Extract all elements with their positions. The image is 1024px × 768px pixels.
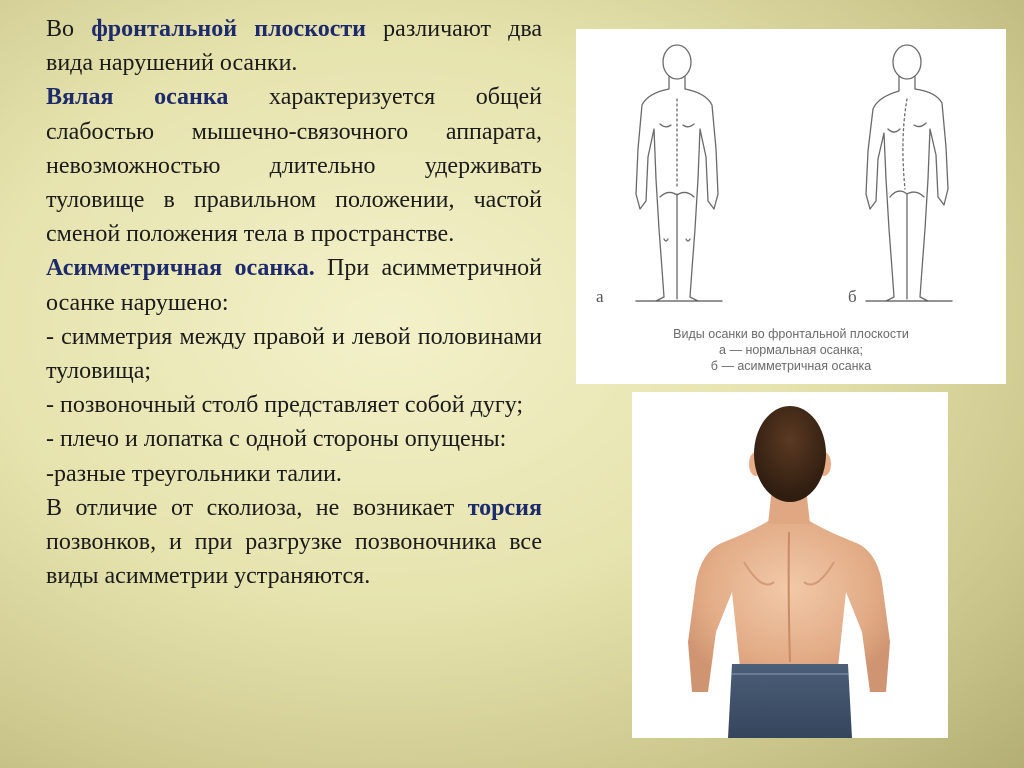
intro-text-end: различают два вида нарушений осанки.: [46, 16, 542, 77]
term-torsion: торсия: [467, 494, 542, 521]
caption-line-a: а — нормальная осанка;: [719, 343, 863, 357]
child-photo-illustration: [632, 392, 948, 738]
paragraph-scoliosis: [46, 491, 542, 594]
figure-label-b: б: [848, 287, 857, 306]
scoliosis-text-end: позвонков, и при разгрузке позвоночника все виды асимметрии устраняются.: [46, 529, 542, 590]
list-item: -разные треугольники талии.: [46, 460, 342, 487]
diagram-caption: [576, 326, 1006, 374]
paragraph-intro: [46, 12, 542, 80]
asymmetric-description: При асимметричной осанке нарушено:: [46, 255, 543, 316]
main-text: [46, 12, 542, 593]
intro-text-start: Во: [46, 16, 92, 42]
list-item: - симметрия между правой и левой половинами туловища;: [46, 323, 542, 385]
term-asymmetric-posture: Асимметричная осанка.: [46, 255, 315, 282]
scoliosis-text-start: В отличие от сколиоза, не возникает: [46, 494, 468, 521]
caption-line-b: б — асимметричная осанка: [710, 359, 872, 373]
list-item: - плечо и лопатка с одной стороны опущены:: [46, 426, 507, 453]
figure-asymmetric-posture: [866, 45, 948, 301]
paragraph-flaccid-posture: [46, 80, 542, 251]
term-frontal-plane: фронтальной плоскости: [91, 16, 366, 42]
term-flaccid-posture: Вялая осанка: [46, 84, 229, 111]
figure-normal-posture: [636, 45, 718, 301]
paragraph-asymmetric-posture: [46, 251, 542, 319]
child-back-photo: [632, 392, 948, 738]
list-item: - позвоночный столб представляет собой дугу;: [46, 392, 524, 419]
caption-title: Виды осанки во фронтальной плоскости: [673, 327, 909, 341]
posture-diagram: [576, 29, 1006, 384]
figure-label-a: а: [596, 287, 604, 306]
flaccid-description: характеризуется общей слабостью мышечно-связочного аппарата, невозможностью длительно удерживать туловище в правильном положении, частой сменой положения тела в пространстве.: [46, 84, 542, 248]
